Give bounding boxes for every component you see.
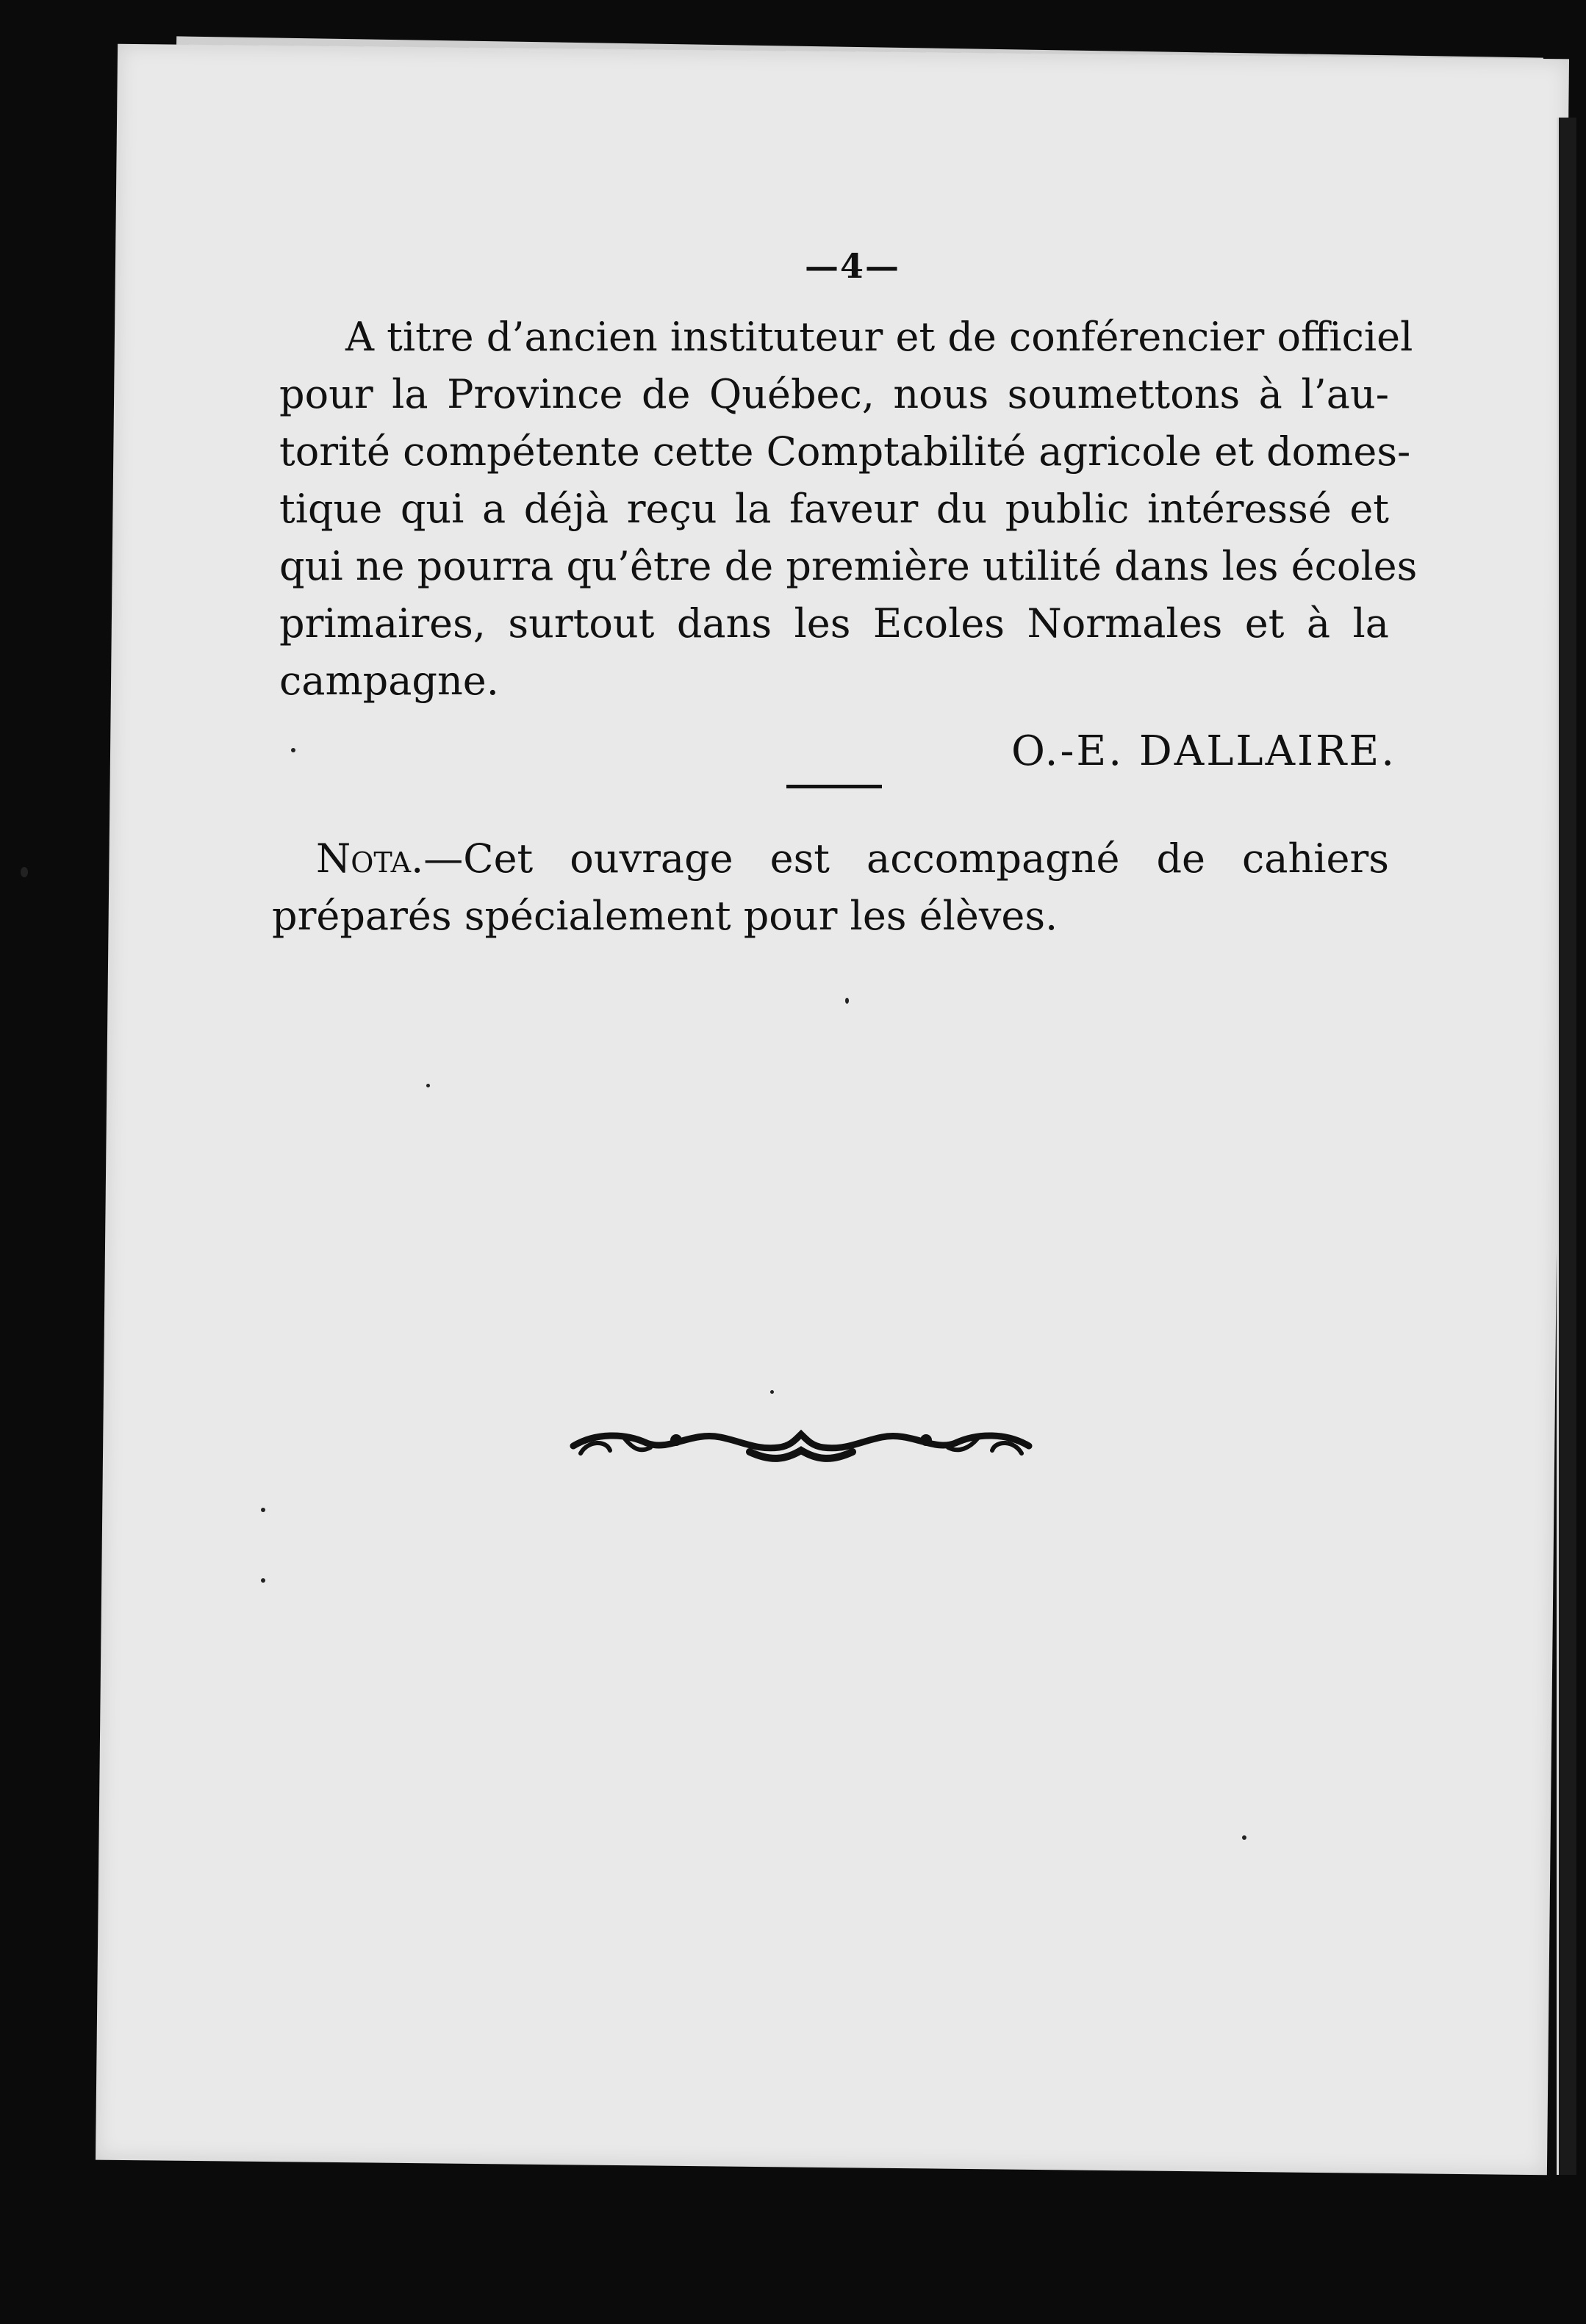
paragraph-line: qui ne pourra qu’être de première utilité dans les écoles <box>279 543 1418 589</box>
paper-speck <box>845 998 849 1004</box>
nota-text: —Cet ouvrage est accompagné de cahiers <box>423 835 1389 882</box>
nota-line <box>272 830 1389 888</box>
separator-rule <box>786 785 882 788</box>
paragraph-line: pour la Province de Québec, nous soumettons à l’au- <box>279 371 1389 417</box>
paper-speck <box>261 1508 265 1512</box>
paragraph-line: tique qui a déjà reçu la faveur du public intéressé et <box>279 486 1389 532</box>
paragraph-line: campagne. <box>279 658 499 704</box>
nota-line: préparés spécialement pour les élèves. <box>272 893 1058 939</box>
paper-speck <box>261 1578 265 1583</box>
ornament-flourish-icon <box>566 1418 1036 1469</box>
paragraph-line: A titre d’ancien instituteur et de conférencier officiel <box>345 314 1413 360</box>
nota-note <box>272 830 1389 945</box>
paper-speck <box>426 1084 430 1087</box>
paragraph-line: torité compétente cette Comptabilité agricole et domes- <box>279 428 1411 475</box>
nota-label: Nota. <box>316 835 424 882</box>
page-number: —4— <box>804 246 900 286</box>
scan-speck <box>21 867 28 877</box>
preface-paragraph <box>279 309 1418 710</box>
author-signature: O.-E. DALLAIRE. <box>1011 727 1396 775</box>
paper-speck <box>291 748 295 752</box>
paper-speck <box>1242 1835 1246 1840</box>
binding-edge <box>1557 118 1576 2175</box>
paper-speck <box>770 1390 774 1394</box>
paragraph-line: primaires, surtout dans les Ecoles Normales et à la <box>279 600 1389 647</box>
